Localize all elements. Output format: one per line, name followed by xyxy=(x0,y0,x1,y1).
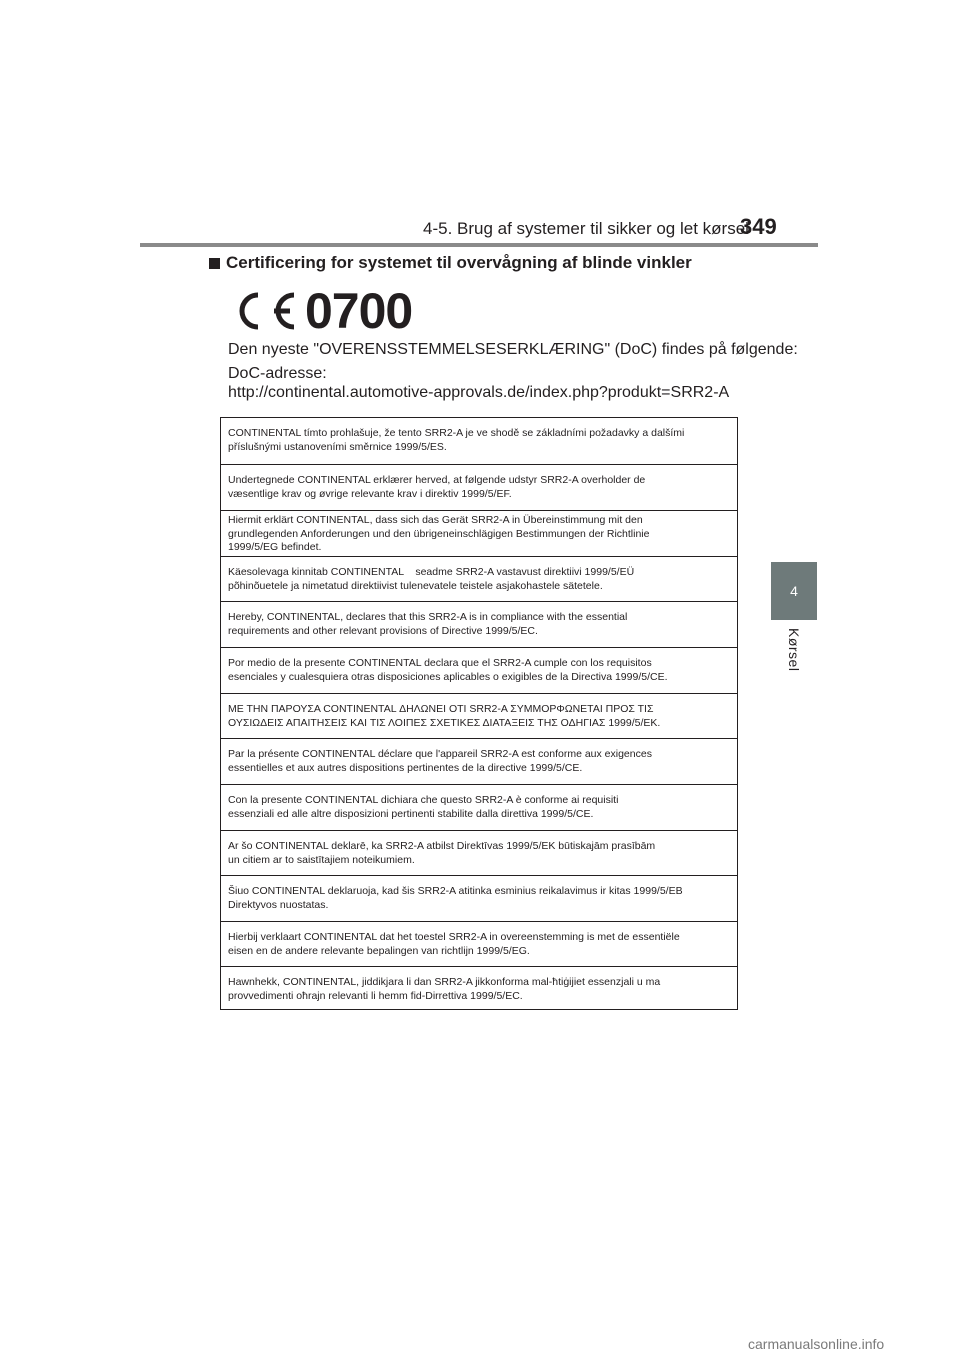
declaration-line: Con la presente CONTINENTAL dichiara che questo SRR2-A è conforme ai requisiti xyxy=(228,794,619,806)
declaration-line: Par la présente CONTINENTAL déclare que l'appareil SRR2-A est conforme aux exigences xyxy=(228,748,652,760)
declaration-line: põhinõuetele ja nimetatud direktiivist tulenevatele teistele asjakohastele sätetele. xyxy=(228,579,603,592)
declaration-line: requirements and other relevant provisions of Directive 1999/5/EC. xyxy=(228,624,538,637)
chapter-number: 4 xyxy=(790,583,798,599)
declaration-line: Undertegnede CONTINENTAL erklærer herved, at følgende udstyr SRR2-A overholder de xyxy=(228,474,646,486)
declaration-line: ΜΕ ΤΗΝ ΠΑΡΟΥΣΑ CONTINENTAL ΔΗΛΩΝΕΙ ΟΤΙ SRR2-A ΣΥΜΜΟΡΦΩΝΕΤΑΙ ΠΡΟΣ ΤΙΣ xyxy=(228,703,654,715)
section-title: 4-5. Brug af systemer til sikker og let kørsel xyxy=(423,219,749,238)
doc-address-url: http://continental.automotive-approvals.de/index.php?produkt=SRR2-A xyxy=(228,384,730,401)
declarations-table xyxy=(220,417,738,1010)
watermark: carmanualsonline.info xyxy=(748,1336,885,1352)
doc-address-label: DoC-adresse: xyxy=(228,365,327,382)
declaration-line: příslušnými ustanoveními směrnice 1999/5/ES. xyxy=(228,440,447,453)
declaration-line: CONTINENTAL tímto prohlašuje, že tento SRR2-A je ve shodě se základními požadavky a dalšími xyxy=(228,427,685,439)
declaration-row xyxy=(221,831,737,876)
declaration-row xyxy=(221,602,737,648)
declaration-line: esenciales y cualesquiera otras disposiciones aplicables o exigibles de la Directiva 1999/5/CE. xyxy=(228,670,668,683)
declaration-line: Käesolevaga kinnitab CONTINENTAL seadme SRR2-A vastavust direktiivi 1999/5/EÜ xyxy=(228,566,635,578)
section-heading-text: Certificering for systemet til overvågning af blinde vinkler xyxy=(226,253,692,272)
declaration-line: Por medio de la presente CONTINENTAL declara que el SRR2-A cumple con los requisitos xyxy=(228,657,652,669)
declaration-line: provvedimenti oħrajn relevanti li hemm fid-Dirrettiva 1999/5/EC. xyxy=(228,989,523,1002)
declaration-row xyxy=(221,739,737,785)
page-number: 349 xyxy=(740,214,777,239)
declaration-line: ΟΥΣΙΩΔΕΙΣ ΑΠΑΙΤΗΣΕΙΣ ΚΑΙ ΤΙΣ ΛΟΙΠΕΣ ΣΧΕΤΙΚΕΣ ΔΙΑΤΑΞΕΙΣ ΤΗΣ ΟΔΗΓΙΑΣ 1999/5/ΕΚ. xyxy=(228,716,661,729)
declaration-row xyxy=(221,876,737,922)
declaration-line: essentielles et aux autres dispositions pertinentes de la directive 1999/5/CE. xyxy=(228,761,583,774)
square-bullet-icon xyxy=(209,258,220,269)
declaration-row xyxy=(221,557,737,602)
intro-text: Den nyeste "OVERENSSTEMMELSESERKLÆRING" (DoC) findes på følgende: xyxy=(228,341,798,358)
declaration-line: væsentlige krav og øvrige relevante krav i direktiv 1999/5/EF. xyxy=(228,487,512,500)
declaration-row xyxy=(221,785,737,831)
declaration-row xyxy=(221,648,737,694)
declaration-line: 1999/5/EG befindet. xyxy=(228,541,322,553)
declaration-line: Hawnhekk, CONTINENTAL, jiddikjara li dan SRR2-A jikkonforma mal-ħtiġijiet essenzjali u ma xyxy=(228,976,661,988)
section-heading xyxy=(209,253,692,273)
ce-symbol-icon xyxy=(224,286,304,336)
declaration-line: Direktyvos nuostatas. xyxy=(228,898,329,911)
declaration-line: Hierbij verklaart CONTINENTAL dat het toestel SRR2-A in overeenstemming is met de essentiële xyxy=(228,931,680,943)
declaration-row xyxy=(221,967,737,1009)
declaration-line: Hereby, CONTINENTAL, declares that this SRR2-A is in compliance with the essential xyxy=(228,611,628,623)
chapter-label: Kørsel xyxy=(786,628,802,672)
declaration-line: Hiermit erklärt CONTINENTAL, dass sich das Gerät SRR2-A in Übereinstimmung mit den xyxy=(228,514,643,526)
header-rule xyxy=(140,243,818,247)
declaration-row xyxy=(221,922,737,967)
declaration-line: Šiuo CONTINENTAL deklaruoja, kad šis SRR2-A atitinka esminius reikalavimus ir kitas 1999/5/EB xyxy=(228,885,683,897)
declaration-row xyxy=(221,418,737,465)
declaration-row xyxy=(221,465,737,511)
declaration-line: grundlegenden Anforderungen und den übrigeneinschlägigen Bestimmungen der Richtlinie xyxy=(228,527,650,540)
declaration-line: un citiem ar to saistītajiem noteikumiem. xyxy=(228,853,415,866)
chapter-tab xyxy=(771,562,817,620)
page-header xyxy=(0,0,960,250)
notified-body-number: 0700 xyxy=(305,283,413,339)
declaration-line: Ar šo CONTINENTAL deklarē, ka SRR2-A atbilst Direktīvas 1999/5/EK būtiskajām prasībām xyxy=(228,840,656,852)
declaration-line: essenziali ed alle altre disposizioni pertinenti stabilite dalla direttiva 1999/5/CE. xyxy=(228,807,594,820)
declaration-line: eisen en de andere relevante bepalingen van richtlijn 1999/5/EG. xyxy=(228,944,530,957)
declaration-row xyxy=(221,511,737,557)
declaration-row xyxy=(221,694,737,739)
